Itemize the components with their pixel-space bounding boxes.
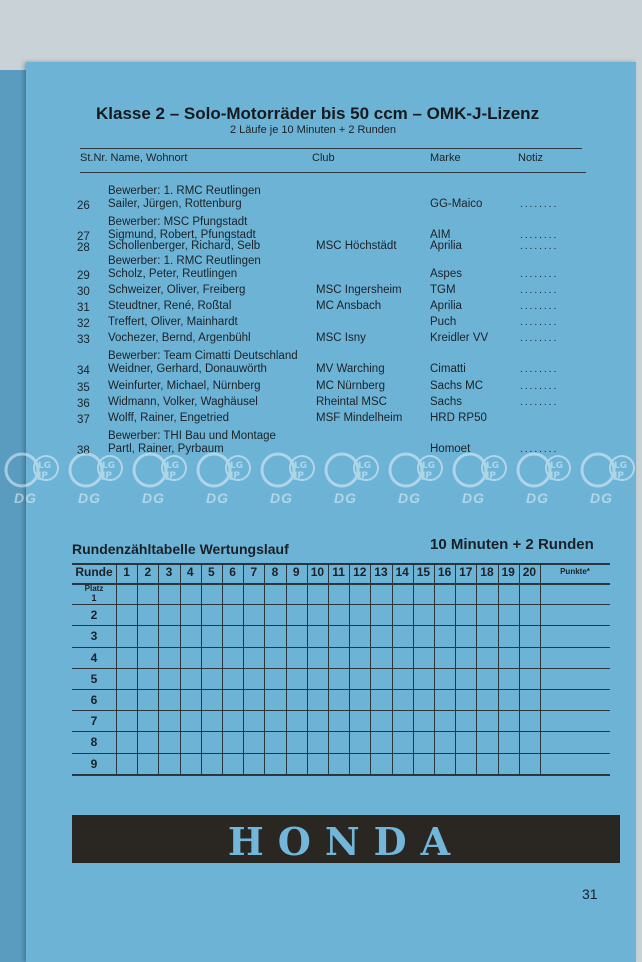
lap-column-header: 14 <box>395 565 409 579</box>
svg-text:LG: LG <box>550 461 564 471</box>
table-vline <box>158 563 159 774</box>
entry-start-number: 32 <box>77 318 90 330</box>
watermark-logo <box>448 448 512 508</box>
lg-jp-logo-icon <box>64 448 128 492</box>
table-vline <box>413 563 414 774</box>
lg-jp-logo-icon <box>256 448 320 492</box>
table-vline <box>307 563 308 774</box>
honda-banner <box>72 815 620 863</box>
honda-logo-text: HONDA <box>227 819 465 864</box>
lg-jp-logo-icon <box>320 448 384 492</box>
table-vline <box>392 563 393 774</box>
table-vline <box>137 563 138 774</box>
svg-text:LG: LG <box>422 461 436 471</box>
entry-bewerber: Bewerber: 1. RMC Reutlingen <box>108 185 261 197</box>
entry-start-number: 36 <box>77 398 90 410</box>
entry-club: MSF Mindelheim <box>316 412 403 424</box>
entry-name: Sigmund, Robert, Pfungstadt <box>108 229 256 241</box>
svg-text:JP: JP <box>486 471 496 481</box>
entry-bewerber: Bewerber: MSC Pfungstadt <box>108 216 248 228</box>
lap-column-header: 13 <box>374 565 388 579</box>
entry-start-number: 29 <box>77 270 90 282</box>
lg-jp-logo-icon <box>128 448 192 492</box>
entry-name: Sailer, Jürgen, Rottenburg <box>108 198 242 210</box>
place-row-label: 8 <box>90 735 98 750</box>
lap-column-header: 18 <box>480 565 494 579</box>
entry-club: MV Warching <box>316 363 385 375</box>
svg-text:LG: LG <box>358 461 372 471</box>
watermark-text: DG <box>14 490 37 506</box>
lg-jp-logo-icon <box>384 448 448 492</box>
watermark-logo <box>512 448 576 508</box>
lap-column-header: 5 <box>208 565 215 579</box>
lap-column-header: 20 <box>522 565 537 579</box>
watermark-logo <box>128 448 192 508</box>
table-vline <box>264 563 265 774</box>
entry-notiz: ........ <box>520 381 559 392</box>
svg-text:LG: LG <box>166 461 180 471</box>
table-vline <box>286 563 287 774</box>
table-hline <box>72 583 610 585</box>
table-vline <box>349 563 350 774</box>
entry-start-number: 27 <box>77 231 90 243</box>
entry-marke: Aspes <box>430 268 462 280</box>
table-vline <box>201 563 202 774</box>
entry-name: Partl, Rainer, Pyrbaum <box>108 443 224 455</box>
entry-marke: Aprilia <box>430 300 462 312</box>
entry-start-number: 38 <box>77 445 90 457</box>
table-vline <box>180 563 181 774</box>
entry-name: Schweizer, Oliver, Freiberg <box>108 284 246 296</box>
lap-column-header: 7 <box>250 565 258 579</box>
table-hline <box>72 689 610 690</box>
entry-club: MSC Ingersheim <box>316 284 402 296</box>
lap-column-header: 16 <box>437 565 452 579</box>
svg-text:JP: JP <box>614 471 624 481</box>
entry-notiz: ........ <box>520 364 559 375</box>
table-vline <box>519 563 520 774</box>
lap-column-header: 19 <box>501 565 515 579</box>
entry-club: Rheintal MSC <box>316 396 387 408</box>
entry-notiz: ........ <box>520 285 559 296</box>
lap-column-header: 10 <box>310 565 325 579</box>
entry-marke: Puch <box>430 316 457 328</box>
entry-start-number: 28 <box>77 242 90 254</box>
watermark-logo <box>576 448 640 508</box>
entry-start-number: 30 <box>77 286 90 298</box>
place-row-label: 7 <box>90 714 98 729</box>
table-hline <box>72 668 610 669</box>
table-vline <box>222 563 223 774</box>
col-header-club: Club <box>312 152 335 164</box>
svg-text:LG: LG <box>102 461 116 471</box>
table-vline <box>455 563 456 774</box>
svg-text:JP: JP <box>166 471 176 481</box>
svg-text:JP: JP <box>550 471 560 481</box>
lap-table-duration: 10 Minuten + 2 Runden <box>430 536 594 553</box>
entry-start-number: 34 <box>77 365 90 377</box>
entry-bewerber: Bewerber: Team Cimatti Deutschland <box>108 350 298 362</box>
watermark-text: DG <box>334 490 357 506</box>
lap-column-header: 9 <box>292 565 300 579</box>
col-header-name: St.Nr. Name, Wohnort <box>80 152 188 164</box>
entry-name: Steudtner, René, Roßtal <box>108 300 232 312</box>
lap-column-header: 2 <box>144 565 152 579</box>
watermark-logo <box>256 448 320 508</box>
entry-club: MC Ansbach <box>316 300 382 312</box>
svg-text:JP: JP <box>358 471 368 481</box>
header-bottom-rule <box>80 172 586 173</box>
table-hline <box>72 710 610 711</box>
table-vline <box>476 563 477 774</box>
entry-notiz: ........ <box>520 301 559 312</box>
entry-start-number: 37 <box>77 414 90 426</box>
entry-name: Weinfurter, Michael, Nürnberg <box>108 380 261 392</box>
col-header-marke: Marke <box>430 152 461 164</box>
lap-column-header: 15 <box>416 565 431 579</box>
watermark-text: DG <box>206 490 229 506</box>
entry-bewerber: Bewerber: THI Bau und Montage <box>108 430 276 442</box>
entry-start-number: 35 <box>77 382 90 394</box>
table-vline <box>243 563 244 774</box>
header-top-rule <box>80 148 582 149</box>
entry-marke: Sachs MC <box>430 380 484 392</box>
entry-marke: Kreidler VV <box>430 332 489 344</box>
entry-bewerber: Bewerber: 1. RMC Reutlingen <box>108 255 261 267</box>
entry-notiz: ........ <box>520 317 559 328</box>
lap-column-header: 3 <box>165 565 173 579</box>
lg-jp-logo-icon <box>512 448 576 492</box>
table-hline <box>72 625 610 626</box>
entry-marke: Aprilia <box>430 240 462 252</box>
table-hline <box>72 731 610 732</box>
watermark-logo <box>0 448 64 508</box>
entry-notiz: ........ <box>520 230 559 241</box>
watermark-logo <box>384 448 448 508</box>
entry-marke: HRD RP50 <box>430 412 487 424</box>
entry-marke: Sachs <box>430 396 462 408</box>
entry-start-number: 31 <box>77 302 90 314</box>
place-row-label: 4 <box>90 650 98 665</box>
svg-text:LG: LG <box>230 461 244 471</box>
table-hline <box>72 647 610 648</box>
lap-table-title: Rundenzähltabelle Wertungslauf <box>72 541 289 557</box>
lap-column-header: 6 <box>229 565 236 579</box>
place-row-label: 6 <box>90 693 98 707</box>
svg-text:LG: LG <box>294 461 308 471</box>
table-vline <box>328 563 329 774</box>
svg-text:JP: JP <box>230 471 240 481</box>
place-row-label: 1 <box>91 593 97 603</box>
entry-club: MSC Höchstädt <box>316 240 397 252</box>
svg-text:JP: JP <box>294 471 304 481</box>
table-hline <box>72 753 610 754</box>
lap-count-table <box>72 563 610 774</box>
place-row-label: 2 <box>90 608 98 623</box>
svg-text:JP: JP <box>38 471 48 481</box>
entry-notiz: ........ <box>520 241 559 252</box>
page-title: Klasse 2 – Solo-Motorräder bis 50 ccm – OMK-J-Lizenz <box>96 104 540 123</box>
watermark-text: DG <box>142 490 165 506</box>
svg-text:JP: JP <box>422 471 432 481</box>
lap-column-header: 11 <box>332 565 345 579</box>
watermark-text: DG <box>526 490 549 506</box>
place-row-label: 9 <box>90 756 98 771</box>
page-subtitle: 2 Läufe je 10 Minuten + 2 Runden <box>230 124 397 136</box>
lap-table-corner-label: Runde <box>75 565 113 579</box>
table-vline <box>540 563 541 774</box>
place-label: Platz <box>84 584 104 593</box>
svg-text:LG: LG <box>486 461 500 471</box>
table-vline <box>370 563 371 774</box>
entry-name: Weidner, Gerhard, Donauwörth <box>108 363 267 375</box>
entry-marke: Cimatti <box>430 363 466 375</box>
watermark-text: DG <box>270 490 293 506</box>
entry-name: Widmann, Volker, Waghäusel <box>108 396 258 408</box>
lap-column-header: 17 <box>459 565 473 579</box>
svg-text:LG: LG <box>38 461 52 471</box>
entry-marke: GG-Maico <box>430 198 483 210</box>
entry-marke: AIM <box>430 229 451 241</box>
entry-notiz: ........ <box>520 269 559 280</box>
entry-notiz: ........ <box>520 397 559 408</box>
place-row-label: 3 <box>90 629 98 644</box>
points-column-header: Punkte* <box>560 567 590 576</box>
table-hline <box>72 774 610 776</box>
watermark-text: DG <box>590 490 613 506</box>
entry-name: Wolff, Rainer, Engetried <box>108 412 230 424</box>
svg-text:LG: LG <box>614 461 628 471</box>
lg-jp-logo-icon <box>192 448 256 492</box>
table-vline <box>434 563 435 774</box>
table-vline <box>116 563 117 774</box>
lap-column-header: 12 <box>353 565 367 579</box>
watermark-text: DG <box>78 490 101 506</box>
watermark-text: DG <box>462 490 485 506</box>
watermark-text: DG <box>398 490 421 506</box>
entry-start-number: 26 <box>77 200 90 212</box>
entry-start-number: 33 <box>77 334 90 346</box>
col-header-notiz: Notiz <box>518 152 544 164</box>
entry-name: Vochezer, Bernd, Argenbühl <box>108 332 251 344</box>
entry-name: Scholz, Peter, Reutlingen <box>108 268 238 280</box>
lap-column-header: 1 <box>123 565 130 579</box>
lg-jp-logo-icon <box>448 448 512 492</box>
entry-name: Treffert, Oliver, Mainhardt <box>108 316 238 328</box>
entry-notiz: ........ <box>520 199 559 210</box>
entry-notiz: ........ <box>520 444 559 455</box>
lap-column-header: 8 <box>271 565 279 579</box>
table-vline <box>498 563 499 774</box>
entry-marke: TGM <box>430 284 456 296</box>
table-hline <box>72 604 610 605</box>
svg-text:JP: JP <box>102 471 112 481</box>
entry-name: Schollenberger, Richard, Selb <box>108 240 261 252</box>
lg-jp-logo-icon <box>0 448 64 492</box>
entry-notiz: ........ <box>520 333 559 344</box>
lap-column-header: 4 <box>186 565 194 579</box>
entry-club: MC Nürnberg <box>316 380 386 392</box>
watermark-logo <box>192 448 256 508</box>
watermark-logo <box>64 448 128 508</box>
watermark-logo <box>320 448 384 508</box>
lg-jp-logo-icon <box>576 448 640 492</box>
page-number: 31 <box>582 886 598 902</box>
place-row-label: 5 <box>90 671 98 686</box>
entry-marke: Homoet <box>430 443 471 455</box>
entry-club: MSC Isny <box>316 332 366 344</box>
